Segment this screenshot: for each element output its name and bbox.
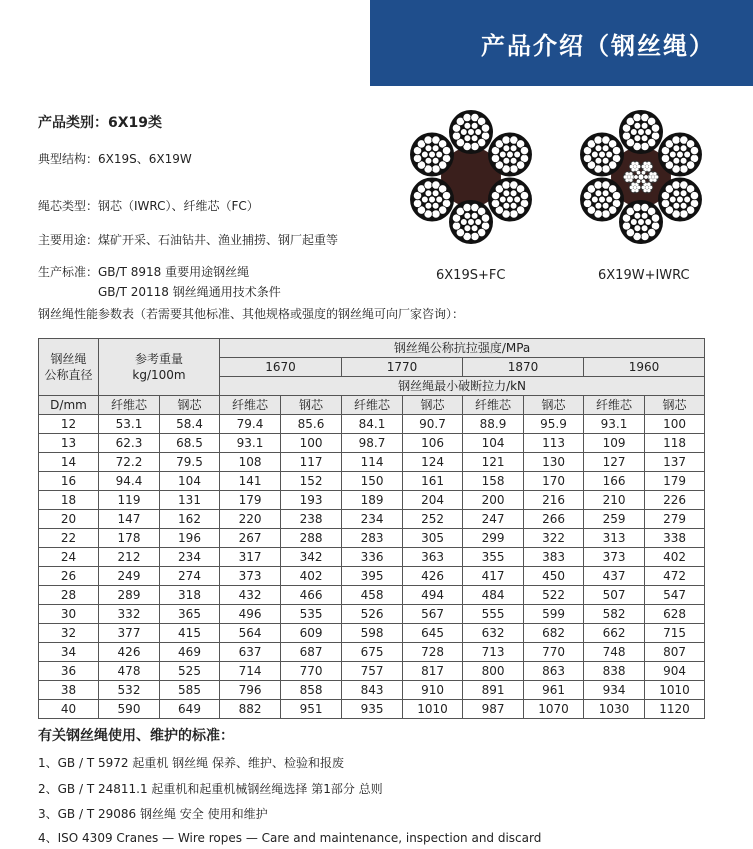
cell-diameter: 34 xyxy=(39,643,99,662)
table-cell: 628 xyxy=(645,605,705,624)
cell-diameter: 22 xyxy=(39,529,99,548)
table-cell: 987 xyxy=(463,700,524,719)
cell-diameter: 38 xyxy=(39,681,99,700)
table-cell: 150 xyxy=(342,472,403,491)
table-cell: 770 xyxy=(281,662,342,681)
table-cell: 106 xyxy=(403,434,463,453)
table-cell: 104 xyxy=(160,472,220,491)
table-cell: 127 xyxy=(584,453,645,472)
table-cell: 234 xyxy=(160,548,220,567)
header-core-type: 纤维芯 xyxy=(342,396,403,415)
table-cell: 79.4 xyxy=(220,415,281,434)
grade-1770: 1770 xyxy=(342,358,463,377)
table-cell: 910 xyxy=(403,681,463,700)
table-cell: 807 xyxy=(645,643,705,662)
table-cell: 58.4 xyxy=(160,415,220,434)
table-cell: 564 xyxy=(220,624,281,643)
table-cell: 212 xyxy=(99,548,160,567)
table-cell: 332 xyxy=(99,605,160,624)
table-cell: 259 xyxy=(584,510,645,529)
product-structure: 典型结构：6X19S、6X19W xyxy=(38,152,192,166)
table-cell: 79.5 xyxy=(160,453,220,472)
table-cell: 193 xyxy=(281,491,342,510)
table-cell: 817 xyxy=(403,662,463,681)
table-cell: 85.6 xyxy=(281,415,342,434)
table-row xyxy=(39,586,705,605)
table-cell: 84.1 xyxy=(342,415,403,434)
table-cell: 532 xyxy=(99,681,160,700)
table-cell: 598 xyxy=(342,624,403,643)
product-standard-2: GB/T 20118 钢丝绳通用技术条件 xyxy=(98,285,281,299)
table-cell: 162 xyxy=(160,510,220,529)
cell-diameter: 18 xyxy=(39,491,99,510)
table-cell: 687 xyxy=(281,643,342,662)
table-cell: 238 xyxy=(281,510,342,529)
product-standard-1: 生产标准：GB/T 8918 重要用途钢丝绳 xyxy=(38,265,250,279)
header-diameter: 钢丝绳 公称直径 xyxy=(39,339,99,396)
table-cell: 609 xyxy=(281,624,342,643)
grade-1960: 1960 xyxy=(584,358,705,377)
table-cell: 484 xyxy=(463,586,524,605)
title-banner xyxy=(370,0,753,86)
table-cell: 748 xyxy=(584,643,645,662)
table-cell: 141 xyxy=(220,472,281,491)
table-cell: 590 xyxy=(99,700,160,719)
table-cell: 383 xyxy=(524,548,584,567)
header-core-type: 纤维芯 xyxy=(220,396,281,415)
table-cell: 124 xyxy=(403,453,463,472)
grade-1670: 1670 xyxy=(220,358,342,377)
table-cell: 863 xyxy=(524,662,584,681)
table-cell: 137 xyxy=(645,453,705,472)
table-cell: 535 xyxy=(281,605,342,624)
table-cell: 247 xyxy=(463,510,524,529)
table-cell: 158 xyxy=(463,472,524,491)
rope-cross-section-iwrc xyxy=(572,108,710,246)
table-cell: 179 xyxy=(220,491,281,510)
table-cell: 1030 xyxy=(584,700,645,719)
table-cell: 402 xyxy=(281,567,342,586)
table-cell: 299 xyxy=(463,529,524,548)
cell-diameter: 16 xyxy=(39,472,99,491)
table-cell: 226 xyxy=(645,491,705,510)
table-cell: 288 xyxy=(281,529,342,548)
table-cell: 117 xyxy=(281,453,342,472)
cell-diameter: 24 xyxy=(39,548,99,567)
table-cell: 437 xyxy=(584,567,645,586)
table-cell: 891 xyxy=(463,681,524,700)
cell-diameter: 14 xyxy=(39,453,99,472)
table-row xyxy=(39,567,705,586)
table-cell: 317 xyxy=(220,548,281,567)
header-core-type: 钢芯 xyxy=(645,396,705,415)
table-cell: 130 xyxy=(524,453,584,472)
table-cell: 252 xyxy=(403,510,463,529)
table-cell: 53.1 xyxy=(99,415,160,434)
table-cell: 843 xyxy=(342,681,403,700)
table-cell: 373 xyxy=(584,548,645,567)
table-cell: 1070 xyxy=(524,700,584,719)
table-row xyxy=(39,662,705,681)
table-cell: 547 xyxy=(645,586,705,605)
table-cell: 649 xyxy=(160,700,220,719)
table-cell: 882 xyxy=(220,700,281,719)
table-cell: 728 xyxy=(403,643,463,662)
table-cell: 567 xyxy=(403,605,463,624)
table-cell: 249 xyxy=(99,567,160,586)
table-cell: 152 xyxy=(281,472,342,491)
table-cell: 675 xyxy=(342,643,403,662)
table-row xyxy=(39,681,705,700)
table-cell: 472 xyxy=(645,567,705,586)
table-cell: 796 xyxy=(220,681,281,700)
table-cell: 98.7 xyxy=(342,434,403,453)
table-cell: 555 xyxy=(463,605,524,624)
table-caption: 钢丝绳性能参数表（若需要其他标准、其他规格或强度的钢丝绳可向厂家咨询）： xyxy=(38,307,465,321)
table-cell: 935 xyxy=(342,700,403,719)
table-cell: 377 xyxy=(99,624,160,643)
table-row xyxy=(39,491,705,510)
table-cell: 342 xyxy=(281,548,342,567)
table-cell: 119 xyxy=(99,491,160,510)
cell-diameter: 26 xyxy=(39,567,99,586)
table-row xyxy=(39,643,705,662)
table-cell: 713 xyxy=(463,643,524,662)
table-cell: 93.1 xyxy=(584,415,645,434)
table-cell: 526 xyxy=(342,605,403,624)
table-cell: 121 xyxy=(463,453,524,472)
table-cell: 395 xyxy=(342,567,403,586)
header-unit: D/mm xyxy=(39,396,99,415)
table-row xyxy=(39,548,705,567)
table-cell: 104 xyxy=(463,434,524,453)
cell-diameter: 28 xyxy=(39,586,99,605)
table-cell: 494 xyxy=(403,586,463,605)
table-cell: 858 xyxy=(281,681,342,700)
table-cell: 266 xyxy=(524,510,584,529)
standard-item: 4、ISO 4309 Cranes — Wire ropes — Care and maintenance, inspection and discard xyxy=(38,831,542,845)
cell-diameter: 13 xyxy=(39,434,99,453)
product-usage: 主要用途：煤矿开采、石油钻井、渔业捕捞、钢厂起重等 xyxy=(38,233,339,247)
table-row xyxy=(39,624,705,643)
table-cell: 72.2 xyxy=(99,453,160,472)
table-cell: 109 xyxy=(584,434,645,453)
table-cell: 1120 xyxy=(645,700,705,719)
rope-cross-section-fc xyxy=(402,108,540,246)
table-cell: 507 xyxy=(584,586,645,605)
table-cell: 478 xyxy=(99,662,160,681)
standards-title: 有关钢丝绳使用、维护的标准： xyxy=(38,728,234,744)
table-cell: 100 xyxy=(645,415,705,434)
table-cell: 904 xyxy=(645,662,705,681)
figure-label-1: 6X19S+FC xyxy=(436,268,506,283)
page-title: 产品介绍（钢丝绳） xyxy=(481,32,715,60)
table-cell: 166 xyxy=(584,472,645,491)
table-cell: 496 xyxy=(220,605,281,624)
table-cell: 336 xyxy=(342,548,403,567)
table-cell: 415 xyxy=(160,624,220,643)
table-cell: 522 xyxy=(524,586,584,605)
table-row xyxy=(39,415,705,434)
cell-diameter: 40 xyxy=(39,700,99,719)
header-core-type: 纤维芯 xyxy=(584,396,645,415)
table-cell: 90.7 xyxy=(403,415,463,434)
table-cell: 178 xyxy=(99,529,160,548)
table-row xyxy=(39,510,705,529)
table-cell: 682 xyxy=(524,624,584,643)
header-core-type: 纤维芯 xyxy=(99,396,160,415)
table-cell: 62.3 xyxy=(99,434,160,453)
header-core-type: 纤维芯 xyxy=(463,396,524,415)
table-cell: 450 xyxy=(524,567,584,586)
header-core-type: 钢芯 xyxy=(403,396,463,415)
table-cell: 1010 xyxy=(645,681,705,700)
table-cell: 363 xyxy=(403,548,463,567)
table-cell: 179 xyxy=(645,472,705,491)
product-category: 产品类别：6X19类 xyxy=(38,115,163,131)
table-cell: 951 xyxy=(281,700,342,719)
table-cell: 585 xyxy=(160,681,220,700)
table-cell: 147 xyxy=(99,510,160,529)
grade-1870: 1870 xyxy=(463,358,584,377)
table-cell: 715 xyxy=(645,624,705,643)
table-cell: 68.5 xyxy=(160,434,220,453)
table-row xyxy=(39,700,705,719)
table-cell: 365 xyxy=(160,605,220,624)
table-cell: 200 xyxy=(463,491,524,510)
table-cell: 267 xyxy=(220,529,281,548)
table-cell: 189 xyxy=(342,491,403,510)
table-cell: 100 xyxy=(281,434,342,453)
table-row xyxy=(39,472,705,491)
cell-diameter: 36 xyxy=(39,662,99,681)
product-core-type: 绳芯类型：钢芯（IWRC）、纤维芯（FC） xyxy=(38,199,259,213)
header-core-type: 钢芯 xyxy=(281,396,342,415)
table-cell: 838 xyxy=(584,662,645,681)
table-cell: 283 xyxy=(342,529,403,548)
table-cell: 417 xyxy=(463,567,524,586)
header-core-type: 钢芯 xyxy=(524,396,584,415)
table-cell: 131 xyxy=(160,491,220,510)
table-cell: 204 xyxy=(403,491,463,510)
table-cell: 469 xyxy=(160,643,220,662)
table-cell: 466 xyxy=(281,586,342,605)
table-cell: 373 xyxy=(220,567,281,586)
table-cell: 113 xyxy=(524,434,584,453)
header-core-type: 钢芯 xyxy=(160,396,220,415)
table-cell: 88.9 xyxy=(463,415,524,434)
cell-diameter: 20 xyxy=(39,510,99,529)
table-row xyxy=(39,453,705,472)
table-cell: 599 xyxy=(524,605,584,624)
table-cell: 432 xyxy=(220,586,281,605)
table-row xyxy=(39,605,705,624)
header-weight: 参考重量 kg/100m xyxy=(99,339,220,396)
standard-item: 1、GB / T 5972 起重机 钢丝绳 保养、维护、检验和报废 xyxy=(38,756,344,770)
table-cell: 234 xyxy=(342,510,403,529)
table-cell: 210 xyxy=(584,491,645,510)
table-cell: 662 xyxy=(584,624,645,643)
table-cell: 196 xyxy=(160,529,220,548)
table-cell: 961 xyxy=(524,681,584,700)
table-cell: 757 xyxy=(342,662,403,681)
table-cell: 95.9 xyxy=(524,415,584,434)
table-cell: 279 xyxy=(645,510,705,529)
performance-table xyxy=(38,338,705,719)
table-cell: 1010 xyxy=(403,700,463,719)
header-strength: 钢丝绳公称抗拉强度/MPa xyxy=(220,339,705,358)
table-cell: 355 xyxy=(463,548,524,567)
table-cell: 458 xyxy=(342,586,403,605)
table-cell: 170 xyxy=(524,472,584,491)
standard-item: 3、GB / T 29086 钢丝绳 安全 使用和维护 xyxy=(38,807,268,821)
table-cell: 318 xyxy=(160,586,220,605)
table-cell: 525 xyxy=(160,662,220,681)
table-cell: 582 xyxy=(584,605,645,624)
cell-diameter: 32 xyxy=(39,624,99,643)
table-cell: 108 xyxy=(220,453,281,472)
table-cell: 289 xyxy=(99,586,160,605)
figure-label-2: 6X19W+IWRC xyxy=(598,268,690,283)
table-cell: 632 xyxy=(463,624,524,643)
table-cell: 274 xyxy=(160,567,220,586)
table-cell: 934 xyxy=(584,681,645,700)
table-cell: 161 xyxy=(403,472,463,491)
table-cell: 313 xyxy=(584,529,645,548)
table-cell: 402 xyxy=(645,548,705,567)
table-cell: 94.4 xyxy=(99,472,160,491)
table-row xyxy=(39,434,705,453)
header-breaking-force: 钢丝绳最小破断拉力/kN xyxy=(220,377,705,396)
table-cell: 93.1 xyxy=(220,434,281,453)
cell-diameter: 12 xyxy=(39,415,99,434)
table-cell: 645 xyxy=(403,624,463,643)
table-cell: 118 xyxy=(645,434,705,453)
table-cell: 426 xyxy=(99,643,160,662)
table-cell: 216 xyxy=(524,491,584,510)
table-cell: 322 xyxy=(524,529,584,548)
table-cell: 338 xyxy=(645,529,705,548)
table-cell: 220 xyxy=(220,510,281,529)
table-row xyxy=(39,529,705,548)
table-cell: 770 xyxy=(524,643,584,662)
table-cell: 426 xyxy=(403,567,463,586)
table-cell: 800 xyxy=(463,662,524,681)
table-cell: 714 xyxy=(220,662,281,681)
table-cell: 114 xyxy=(342,453,403,472)
cell-diameter: 30 xyxy=(39,605,99,624)
table-cell: 637 xyxy=(220,643,281,662)
table-cell: 305 xyxy=(403,529,463,548)
standard-item: 2、GB / T 24811.1 起重机和起重机械钢丝绳选择 第1部分 总则 xyxy=(38,782,383,796)
